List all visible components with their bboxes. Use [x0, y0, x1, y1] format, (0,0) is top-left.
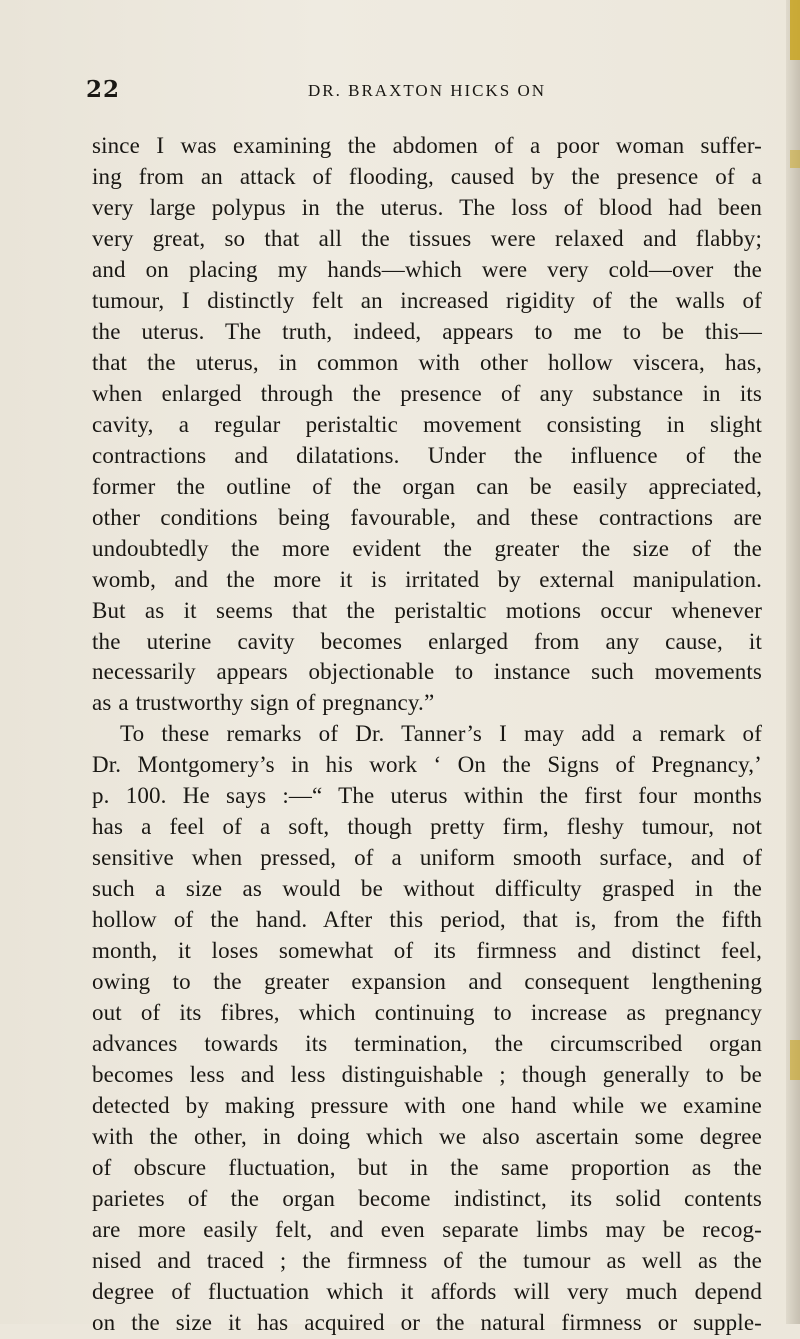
page-edge — [786, 0, 800, 1324]
body-text — [92, 131, 762, 1339]
text-line: as a trustworthy sign of pregnancy.” — [92, 690, 435, 716]
text-line: But as it seems that the peristaltic motions occur whenever — [92, 597, 762, 623]
text-line: and on placing my hands—which were very cold—over the — [92, 256, 762, 282]
text-line: degree of fluctuation which it affords will very much depend — [92, 1278, 762, 1304]
text-line: advances towards its termination, the circumscribed organ — [92, 1031, 762, 1057]
text-line: tumour, I distinctly felt an increased rigidity of the walls of — [92, 287, 762, 313]
text-line: detected by making pressure with one hand while we examine — [92, 1093, 762, 1119]
text-line: that the uterus, in common with other hollow viscera, has, — [92, 349, 762, 375]
page-edge-mark — [790, 150, 800, 168]
text-line: hollow of the hand. After this period, that is, from the fifth — [92, 907, 762, 933]
text-line: womb, and the more it is irritated by external manipulation. — [92, 566, 762, 592]
text-line: former the outline of the organ can be easily appreciated, — [92, 473, 762, 499]
text-line: undoubtedly the more evident the greater the size of the — [92, 535, 762, 561]
text-line: parietes of the organ become indistinct, its solid contents — [92, 1185, 762, 1211]
text-line: out of its fibres, which continuing to increase as pregnancy — [92, 1000, 762, 1026]
text-line: since I was examining the abdomen of a poor woman suffer- — [92, 133, 762, 158]
text-line: of obscure fluctuation, but in the same proportion as the — [92, 1154, 762, 1180]
text-line: with the other, in doing which we also ascertain some degree — [92, 1124, 762, 1149]
text-line: are more easily felt, and even separate limbs may be recog- — [92, 1216, 762, 1242]
text-line: ing from an attack of flooding, caused by the presence of a — [92, 163, 762, 189]
text-line: very large polypus in the uterus. The loss of blood had been — [92, 194, 762, 220]
text-line: nised and traced ; the firmness of the tumour as well as the — [92, 1247, 762, 1273]
text-line: such a size as would be without difficulty grasped in the — [92, 876, 762, 902]
text-line: necessarily appears objectionable to instance such movements — [92, 659, 762, 685]
text-line: sensitive when pressed, of a uniform smooth surface, and of — [92, 845, 762, 871]
running-head — [86, 76, 726, 108]
text-line: To these remarks of Dr. Tanner’s I may add a remark of — [120, 721, 762, 747]
text-line: Dr. Montgomery’s in his work ‘ On the Signs of Pregnancy,’ — [92, 752, 762, 778]
text-line: owing to the greater expansion and consequent lengthening — [92, 969, 762, 995]
text-line: cavity, a regular peristaltic movement consisting in slight — [92, 411, 762, 437]
page-edge-mark — [790, 1040, 800, 1080]
running-head-title: DR. BRAXTON HICKS ON — [308, 81, 547, 100]
text-line: very great, so that all the tissues were relaxed and flabby; — [92, 225, 762, 251]
page-number: 22 — [86, 76, 121, 103]
text-line: when enlarged through the presence of any substance in its — [92, 380, 762, 406]
text-line: on the size it has acquired or the natural firmness or supple- — [92, 1309, 762, 1335]
text-line: other conditions being favourable, and these contractions are — [92, 504, 762, 530]
text-line: becomes less and less distinguishable ; though generally to be — [92, 1062, 762, 1088]
text-line: contractions and dilatations. Under the influence of the — [92, 442, 762, 468]
text-line: the uterine cavity becomes enlarged from any cause, it — [92, 628, 762, 654]
page-edge-mark — [790, 0, 800, 60]
text-line: month, it loses somewhat of its firmness and distinct feel, — [92, 938, 762, 964]
text-line: has a feel of a soft, though pretty firm, fleshy tumour, not — [92, 814, 762, 840]
text-line: the uterus. The truth, indeed, appears to me to be this— — [92, 318, 762, 344]
text-line: p. 100. He says :—“ The uterus within the first four months — [92, 783, 762, 809]
